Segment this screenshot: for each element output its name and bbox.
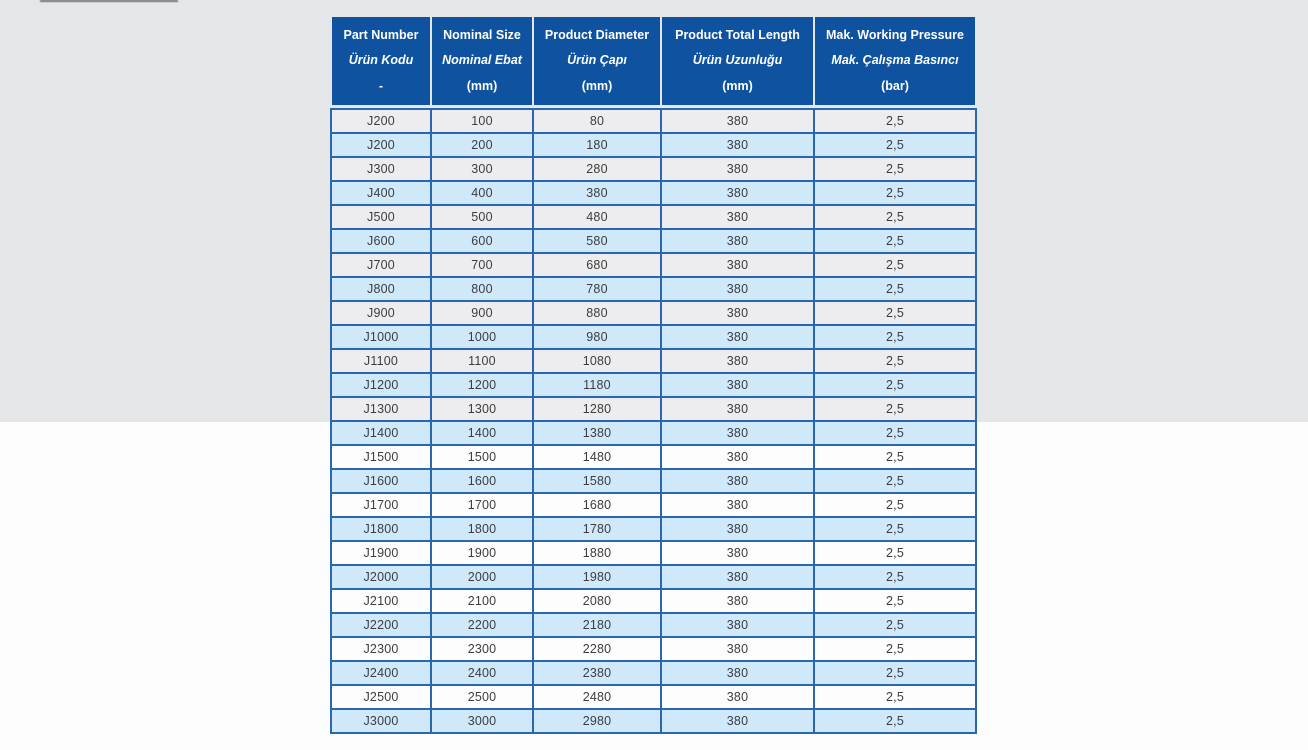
table-row	[330, 134, 977, 158]
table-row	[330, 110, 977, 134]
product-spec-table	[330, 15, 977, 734]
table-cell: J1300	[330, 398, 430, 420]
table-cell: J500	[330, 206, 430, 228]
table-cell: J2200	[330, 614, 430, 636]
table-cell: 380	[660, 686, 813, 708]
table-cell: 600	[430, 230, 532, 252]
table-cell: 380	[660, 542, 813, 564]
table-cell: 380	[660, 494, 813, 516]
table-cell: 1700	[430, 494, 532, 516]
table-cell: J2000	[330, 566, 430, 588]
table-cell: 1280	[532, 398, 660, 420]
table-cell: 2,5	[813, 254, 977, 276]
table-cell: 1180	[532, 374, 660, 396]
table-cell: 2,5	[813, 686, 977, 708]
table-cell: 1780	[532, 518, 660, 540]
table-cell: 3000	[430, 710, 532, 732]
table-cell: 2500	[430, 686, 532, 708]
table-cell: J1400	[330, 422, 430, 444]
table-cell: J1900	[330, 542, 430, 564]
table-cell: 2,5	[813, 158, 977, 180]
table-cell: 780	[532, 278, 660, 300]
table-cell: J2400	[330, 662, 430, 684]
table-cell: J600	[330, 230, 430, 252]
table-cell: 2980	[532, 710, 660, 732]
table-cell: 380	[660, 638, 813, 660]
table-cell: 1200	[430, 374, 532, 396]
header-unit-label: (bar)	[881, 78, 909, 93]
table-cell: 380	[660, 110, 813, 132]
header-tr-label: Ürün Kodu	[348, 53, 414, 68]
table-cell: 2,5	[813, 470, 977, 492]
table-row	[330, 278, 977, 302]
table-row	[330, 638, 977, 662]
table-cell: 2000	[430, 566, 532, 588]
table-cell: 2,5	[813, 542, 977, 564]
table-cell: 700	[430, 254, 532, 276]
table-cell: 380	[660, 446, 813, 468]
table-cell: 400	[430, 182, 532, 204]
table-header	[330, 15, 977, 107]
table-cell: 2180	[532, 614, 660, 636]
table-row	[330, 470, 977, 494]
table-cell: J1100	[330, 350, 430, 372]
table-row	[330, 542, 977, 566]
table-cell: 2200	[430, 614, 532, 636]
table-cell: 2,5	[813, 230, 977, 252]
table-cell: 300	[430, 158, 532, 180]
table-cell: 2,5	[813, 326, 977, 348]
table-cell: 380	[660, 566, 813, 588]
table-row	[330, 230, 977, 254]
table-cell: 1500	[430, 446, 532, 468]
table-cell: 800	[430, 278, 532, 300]
table-row	[330, 710, 977, 734]
table-cell: J200	[330, 134, 430, 156]
table-row	[330, 374, 977, 398]
table-cell: 2280	[532, 638, 660, 660]
table-cell: 2,5	[813, 494, 977, 516]
table-cell: 1080	[532, 350, 660, 372]
table-cell: 680	[532, 254, 660, 276]
table-cell: 2,5	[813, 302, 977, 324]
table-cell: J1800	[330, 518, 430, 540]
table-cell: J200	[330, 110, 430, 132]
table-cell: 1000	[430, 326, 532, 348]
table-cell: J800	[330, 278, 430, 300]
table-cell: 280	[532, 158, 660, 180]
table-cell: 2400	[430, 662, 532, 684]
table-cell: 380	[660, 590, 813, 612]
table-cell: J1000	[330, 326, 430, 348]
table-row	[330, 590, 977, 614]
table-row	[330, 350, 977, 374]
table-cell: 2,5	[813, 518, 977, 540]
table-cell: 1100	[430, 350, 532, 372]
table-row	[330, 182, 977, 206]
table-cell: 100	[430, 110, 532, 132]
table-cell: 1400	[430, 422, 532, 444]
table-cell: 2480	[532, 686, 660, 708]
table-cell: 2,5	[813, 662, 977, 684]
table-row	[330, 662, 977, 686]
table-cell: 380	[660, 350, 813, 372]
table-cell: J1500	[330, 446, 430, 468]
table-cell: 1880	[532, 542, 660, 564]
table-cell: 2,5	[813, 398, 977, 420]
header-tr-label: Ürün Uzunluğu	[692, 53, 783, 68]
table-row	[330, 686, 977, 710]
table-cell: 380	[660, 278, 813, 300]
table-cell: 1800	[430, 518, 532, 540]
header-unit-label: (mm)	[722, 78, 753, 93]
table-cell: 2,5	[813, 374, 977, 396]
table-cell: J1700	[330, 494, 430, 516]
table-cell: 1680	[532, 494, 660, 516]
page-edge-artifact	[40, 0, 178, 2]
table-cell: J2100	[330, 590, 430, 612]
header-cell	[815, 17, 975, 105]
table-row	[330, 566, 977, 590]
table-row	[330, 326, 977, 350]
table-cell: 980	[532, 326, 660, 348]
header-tr-label: Mak. Çalışma Basıncı	[831, 53, 959, 68]
table-row	[330, 398, 977, 422]
table-cell: 1300	[430, 398, 532, 420]
table-cell: 880	[532, 302, 660, 324]
table-row	[330, 302, 977, 326]
table-row	[330, 614, 977, 638]
table-cell: J2300	[330, 638, 430, 660]
table-cell: 1980	[532, 566, 660, 588]
table-cell: 2100	[430, 590, 532, 612]
header-cell	[332, 17, 430, 105]
table-cell: 2,5	[813, 350, 977, 372]
table-cell: 380	[660, 614, 813, 636]
table-cell: 580	[532, 230, 660, 252]
header-cell	[534, 17, 660, 105]
table-cell: 380	[660, 518, 813, 540]
table-cell: 2300	[430, 638, 532, 660]
table-cell: 2,5	[813, 590, 977, 612]
table-cell: 180	[532, 134, 660, 156]
table-cell: 480	[532, 206, 660, 228]
table-cell: 2,5	[813, 446, 977, 468]
table-body	[330, 108, 977, 734]
header-unit-label: (mm)	[581, 78, 613, 93]
header-unit-label: (mm)	[466, 78, 498, 93]
table-cell: 380	[660, 374, 813, 396]
table-cell: 2,5	[813, 638, 977, 660]
table-row	[330, 518, 977, 542]
table-cell: 380	[660, 326, 813, 348]
table-cell: 2,5	[813, 206, 977, 228]
table-cell: 380	[660, 422, 813, 444]
table-cell: 380	[660, 134, 813, 156]
table-cell: 2,5	[813, 134, 977, 156]
table-cell: 1480	[532, 446, 660, 468]
table-cell: J2500	[330, 686, 430, 708]
table-cell: J900	[330, 302, 430, 324]
table-cell: J700	[330, 254, 430, 276]
table-cell: 2380	[532, 662, 660, 684]
table-cell: 380	[660, 206, 813, 228]
table-cell: 380	[660, 230, 813, 252]
header-en-label: Nominal Size	[443, 27, 521, 42]
table-row	[330, 206, 977, 230]
header-en-label: Part Number	[343, 27, 419, 42]
table-cell: 380	[660, 254, 813, 276]
table-row	[330, 446, 977, 470]
table-cell: 380	[660, 158, 813, 180]
table-cell: 1380	[532, 422, 660, 444]
header-en-label: Mak. Working Pressure	[825, 27, 964, 42]
table-row	[330, 254, 977, 278]
table-cell: J400	[330, 182, 430, 204]
table-cell: 380	[660, 182, 813, 204]
header-en-label: Product Diameter	[544, 27, 650, 42]
header-tr-label: Nominal Ebat	[442, 53, 522, 68]
table-cell: 2,5	[813, 110, 977, 132]
table-cell: 2,5	[813, 182, 977, 204]
table-cell: 380	[660, 302, 813, 324]
header-en-label: Product Total Length	[675, 27, 800, 42]
table-cell: J300	[330, 158, 430, 180]
table-row	[330, 422, 977, 446]
table-cell: 2080	[532, 590, 660, 612]
table-cell: 2,5	[813, 278, 977, 300]
table-cell: 380	[660, 662, 813, 684]
header-cell	[432, 17, 532, 105]
header-cell	[662, 17, 813, 105]
header-unit-label: -	[378, 78, 384, 93]
table-row	[330, 494, 977, 518]
table-cell: 380	[660, 470, 813, 492]
table-cell: J1600	[330, 470, 430, 492]
table-cell: J3000	[330, 710, 430, 732]
table-cell: 380	[532, 182, 660, 204]
header-tr-label: Ürün Çapı	[567, 53, 627, 68]
table-cell: 2,5	[813, 710, 977, 732]
table-cell: 200	[430, 134, 532, 156]
table-cell: 1600	[430, 470, 532, 492]
table-cell: 1580	[532, 470, 660, 492]
table-cell: 380	[660, 398, 813, 420]
table-row	[330, 158, 977, 182]
table-cell: 900	[430, 302, 532, 324]
table-cell: 2,5	[813, 566, 977, 588]
table-cell: 80	[532, 110, 660, 132]
table-cell: 500	[430, 206, 532, 228]
table-cell: 1900	[430, 542, 532, 564]
table-cell: 380	[660, 710, 813, 732]
table-cell: J1200	[330, 374, 430, 396]
table-cell: 2,5	[813, 614, 977, 636]
table-cell: 2,5	[813, 422, 977, 444]
